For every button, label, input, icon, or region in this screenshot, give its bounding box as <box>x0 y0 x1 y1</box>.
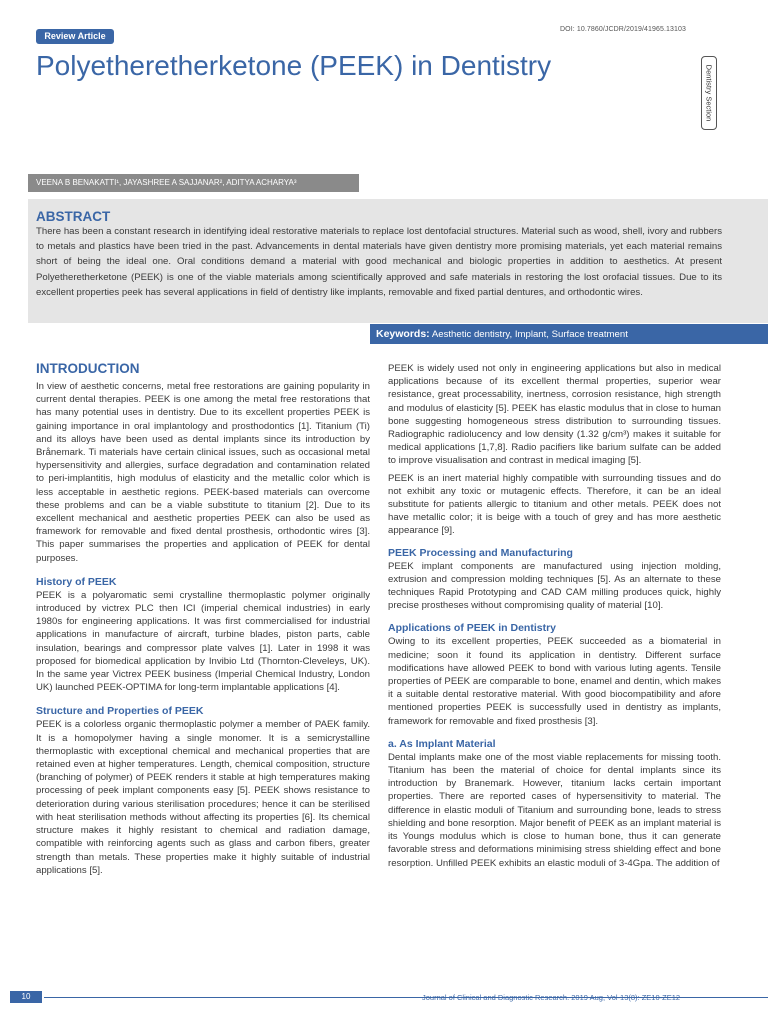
structure-text: PEEK is a colorless organic thermoplastic polymer a member of PAEK family. It is a homopolymer having a single monomer. It is a semicrystalline thermoplastic with exceptional chemical and mechanical properties that are retained even at higher temperatures. Length, chemical composition, structure (branching of polymer) of PEEK renders it stable at high temperatures making processing of peek implant components easy [5]. PEEK shows resistance to deterioration during various sterilisation procedures; hence it can be sterilised with heat sterilisation methods without affecting its properties [6]. Its chemical structure makes it highly resistant to chemical and radiation damage, compatible with reinforcing agents such as glass and carbon fibers, greater strength than metals. These properties make it highly suitable of industrial applications [5]. <box>36 719 370 876</box>
peek-uses-paragraph: PEEK is widely used not only in engineering applications but also in medical applications because of its excellent thermal properties, superior wear resistance, great processability, inertness, corrosion resistance, high strength and modulus of elasticity [5]. PEEK has elastic modulus that in close to human bone suggesting homogeneous stress distribution to surrounding tissues. Radiographic radiolucency and low density (1.32 g/cm³) makes it suitable for medical applications [1,7,8]. Radio pacifiers like barium sulfate can be added to improve visualisation and contrast in medical imaging [5]. <box>388 363 721 467</box>
applications-heading: Applications of PEEK in Dentistry <box>388 622 557 635</box>
doi[interactable]: DOI: 10.7860/JCDR/2019/41965.13103 <box>560 26 686 33</box>
processing-heading: PEEK Processing and Manufacturing <box>388 546 573 559</box>
page-number: 10 <box>10 991 42 1003</box>
left-column <box>36 361 370 877</box>
introduction-heading: INTRODUCTION <box>36 361 140 376</box>
right-column <box>388 362 721 870</box>
section-tab-label: Dentistry Section <box>704 64 714 122</box>
abstract-text: There has been a constant research in identifying ideal restorative materials to replace lost dentofacial structures. Material such as wood, shell, ivory and rubbers to metals and plastics have been tried in the past. Advancements in dental materials have given dentistry more promising materials, yet each material remains short of being the ideal one. Oral conditions demand a material with good mechanical and biologic properties in addition to aesthetics. At present Polyetheretherketone (PEEK) is one of the viable materials among scientifically approved and safe materials in restoring the lost orofacial tissues. Due to its excellent properties peek has several applications in field of dentistry like implants, removable and fixed partial dentures, and orthodontic wires. <box>36 226 722 298</box>
author-bar: VEENA B BENAKATTI¹, JAYASHREE A SAJJANAR², ADITYA ACHARYA³ <box>28 174 359 192</box>
keywords-label: Keywords: <box>376 328 430 340</box>
keywords-bar <box>370 324 768 344</box>
implant-text: Dental implants make one of the most viable replacements for missing tooth. Titanium has been the material of choice for dental implants since its introduction by Branemark. However, titanium lacks certain important properties. There are reported cases of hypersensitivity to material. The difference in elastic moduli of Titanium and surrounding bone, leads to stress shielding and bone resorption. Major benefit of PEEK as an implant material is its Youngs modulus which is close to human bone, thus it can generate favorable stress and deformations minimising stress shielding effect and bone resorption. Unfilled PEEK exhibits an elastic moduli of 3-4Gpa. The addition of <box>388 751 721 869</box>
keywords-list: Aesthetic dentistry, Implant, Surface treatment <box>431 329 628 340</box>
journal-citation: Journal of Clinical and Diagnostic Research. 2019 Aug, Vol-13(8): ZE10-ZE12 <box>422 993 681 1002</box>
article-title: Polyetheretherketone (PEEK) in Dentistry <box>36 50 552 81</box>
applications-text: Owing to its excellent properties, PEEK succeeded as a biomaterial in medicine; soon it found its application in dentistry. Different surface modifications have allowed PEEK to bond with various luting agents. Tensile properties of PEEK are comparable to bone, enamel and dentin, which makes it a suitable dental restorative material. With good biocompatibility and afore mentioned properties PEEK is successfully used in dentistry as implants, framework for removable and fixed prosthesis [3]. <box>388 636 721 727</box>
introduction-text: In view of aesthetic concerns, metal free restorations are gaining popularity in current dental therapies. PEEK is one among the metal free restorations that has many potential uses in dentistry. Due to its excellent properties PEEK is gaining importance in oral implantology and prosthodontics [1]. Titanium (Ti) and its alloys have been used as dental implants since its introduction by Brånemark. Ti materials have certain clinical issues, such as occasional metal hypersensitivity and allergies, surface degradation and contamination related to peri-implantitis, high modulus of elasticity and the metallic color which is less acceptable in aesthetic regions. PEEK-based materials can overcome these problems and can be a viable substitute to titanium [2]. Due to its excellent mechanical and aesthetic properties PEEK can also be used as framework for removable and fixed dental prosthesis, orthodontic wires [3]. This paper summarises the properties and application of PEEK for dental purposes. <box>36 381 370 564</box>
abstract-heading: ABSTRACT <box>36 209 111 224</box>
peek-inert-paragraph: PEEK is an inert material highly compatible with surrounding tissues and do not exhibit any toxic or mutagenic effects. Therefore, it can be an ideal substitute for patients allergic to titanium and other metals. PEEK does not have metallic color; it is beige with a touch of grey and has more aesthetic appearance [9]. <box>388 472 721 537</box>
structure-heading: Structure and Properties of PEEK <box>36 705 204 718</box>
implant-heading: a. As Implant Material <box>388 737 496 750</box>
processing-text: PEEK implant components are manufactured using injection molding, extrusion and compression molding techniques [5]. As an alternate to these techniques Rapid Prototyping and CAD CAM milling produces quick, highly precise prostheses without compromising quality of material [10]. <box>388 560 721 612</box>
history-heading: History of PEEK <box>36 575 117 588</box>
section-tab <box>701 56 717 130</box>
history-text: PEEK is a polyaromatic semi crystalline thermoplastic polymer originally introduced by victrex PLC then ICI (imperial chemical industries) in early 1980s for engineering applications. It was first commercialised for industrial applications in manufacture of aircraft, turbine blades, piston parts, cable insulation, bearings and compressor plate valves [1]. Later in 1998 it was proposed for biomedical application by Invibio Ltd (Thornton-Cleveleys, UK). In the same year Victrex PEEK business (Imperial Chemical Industry, London UK) launched PEEK-OPTIMA for long-term implantable applications [4]. <box>36 589 370 694</box>
article-type-badge: Review Article <box>36 29 114 44</box>
